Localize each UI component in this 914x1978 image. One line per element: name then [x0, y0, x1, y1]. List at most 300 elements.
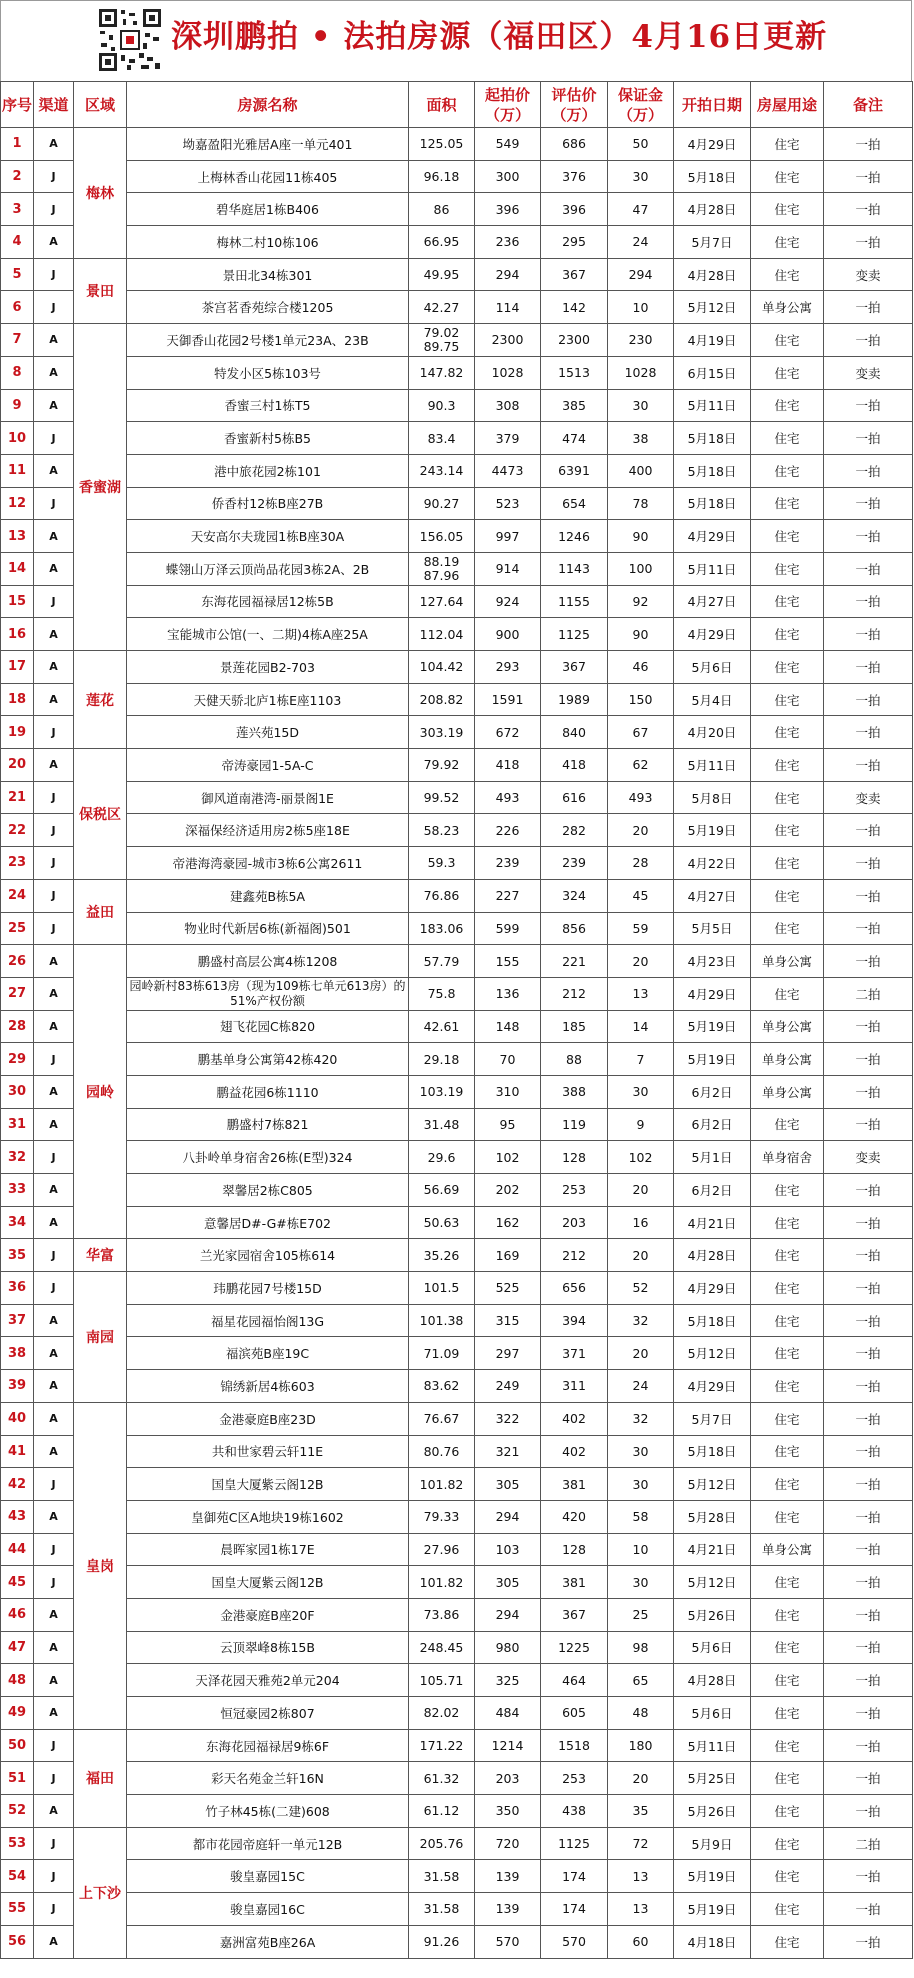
row-start-price: 396 [475, 193, 541, 226]
row-date: 4月29日 [674, 520, 751, 553]
table-row[interactable] [1, 945, 913, 978]
row-note: 二拍 [824, 977, 913, 1010]
row-name: 碧华庭居1栋B406 [127, 193, 409, 226]
row-deposit: 60 [608, 1925, 674, 1958]
row-deposit: 98 [608, 1631, 674, 1664]
row-start-price: 308 [475, 389, 541, 422]
row-usage: 住宅 [751, 716, 824, 749]
row-district: 南园 [74, 1272, 127, 1403]
row-seq: 30 [1, 1075, 34, 1108]
row-channel: J [34, 1860, 74, 1893]
table-row[interactable] [1, 814, 913, 847]
row-seq: 53 [1, 1827, 34, 1860]
row-deposit: 90 [608, 520, 674, 553]
row-seq: 45 [1, 1566, 34, 1599]
row-channel: A [34, 1631, 74, 1664]
row-channel: A [34, 1108, 74, 1141]
row-date: 5月19日 [674, 1893, 751, 1926]
row-channel: J [34, 781, 74, 814]
table-row[interactable] [1, 1108, 913, 1141]
row-seq: 46 [1, 1598, 34, 1631]
row-valuation: 1246 [541, 520, 608, 553]
row-start-price: 4473 [475, 454, 541, 487]
row-name: 上梅林香山花园11栋405 [127, 160, 409, 193]
row-note: 一拍 [824, 1043, 913, 1076]
row-date: 4月22日 [674, 847, 751, 880]
row-note: 一拍 [824, 128, 913, 161]
row-date: 5月19日 [674, 1010, 751, 1043]
table-row[interactable] [1, 324, 913, 357]
table-row[interactable] [1, 1239, 913, 1272]
row-district: 上下沙 [74, 1827, 127, 1958]
row-note: 一拍 [824, 1925, 913, 1958]
row-seq: 16 [1, 618, 34, 651]
row-channel: J [34, 160, 74, 193]
table-row[interactable] [1, 1468, 913, 1501]
row-seq: 28 [1, 1010, 34, 1043]
row-usage: 住宅 [751, 226, 824, 259]
row-start-price: 315 [475, 1304, 541, 1337]
row-valuation: 6391 [541, 454, 608, 487]
row-date: 5月11日 [674, 749, 751, 782]
table-row[interactable] [1, 1435, 913, 1468]
table-row[interactable] [1, 749, 913, 782]
row-name: 特发小区5栋103号 [127, 356, 409, 389]
row-name: 东海花园福禄居12栋5B [127, 585, 409, 618]
row-start-price: 525 [475, 1272, 541, 1305]
row-name: 国皇大厦紫云阁12B [127, 1566, 409, 1599]
row-note: 一拍 [824, 389, 913, 422]
table-row[interactable] [1, 552, 913, 585]
row-start-price: 914 [475, 552, 541, 585]
table-row[interactable] [1, 1043, 913, 1076]
row-start-price: 305 [475, 1468, 541, 1501]
row-date: 5月9日 [674, 1827, 751, 1860]
table-row[interactable] [1, 1500, 913, 1533]
row-note: 一拍 [824, 1370, 913, 1403]
row-date: 6月15日 [674, 356, 751, 389]
table-row[interactable] [1, 1141, 913, 1174]
row-valuation: 1513 [541, 356, 608, 389]
table-row[interactable] [1, 1010, 913, 1043]
row-deposit: 30 [608, 1468, 674, 1501]
row-channel: J [34, 422, 74, 455]
row-deposit: 52 [608, 1272, 674, 1305]
row-valuation: 212 [541, 1239, 608, 1272]
row-date: 5月18日 [674, 454, 751, 487]
row-note: 一拍 [824, 847, 913, 880]
row-deposit: 102 [608, 1141, 674, 1174]
row-valuation: 185 [541, 1010, 608, 1043]
row-seq: 8 [1, 356, 34, 389]
table-row[interactable] [1, 977, 913, 1010]
table-row[interactable] [1, 1402, 913, 1435]
row-start-price: 203 [475, 1762, 541, 1795]
row-usage: 住宅 [751, 651, 824, 684]
row-valuation: 840 [541, 716, 608, 749]
table-row[interactable] [1, 585, 913, 618]
row-valuation: 174 [541, 1893, 608, 1926]
row-note: 一拍 [824, 1304, 913, 1337]
table-row[interactable] [1, 1925, 913, 1958]
row-valuation: 464 [541, 1664, 608, 1697]
row-seq: 10 [1, 422, 34, 455]
row-seq: 41 [1, 1435, 34, 1468]
header-usage: 房屋用途 [751, 82, 824, 128]
row-channel: A [34, 454, 74, 487]
row-usage: 住宅 [751, 422, 824, 455]
table-row[interactable] [1, 716, 913, 749]
row-start-price: 236 [475, 226, 541, 259]
row-seq: 24 [1, 879, 34, 912]
row-name: 茶宫茗香苑综合楼1205 [127, 291, 409, 324]
row-deposit: 30 [608, 160, 674, 193]
row-name: 侨香村12栋B座27B [127, 487, 409, 520]
row-district: 皇岗 [74, 1402, 127, 1729]
table-row[interactable] [1, 1206, 913, 1239]
row-name: 福星花园福怡阁13G [127, 1304, 409, 1337]
row-seq: 48 [1, 1664, 34, 1697]
row-date: 5月6日 [674, 1697, 751, 1730]
table-row[interactable] [1, 1370, 913, 1403]
row-start-price: 379 [475, 422, 541, 455]
table-row[interactable] [1, 193, 913, 226]
row-name: 坳嘉盈阳光雅居A座一单元401 [127, 128, 409, 161]
header-district: 区域 [74, 82, 127, 128]
row-seq: 55 [1, 1893, 34, 1926]
row-note: 一拍 [824, 324, 913, 357]
row-name: 玮鹏花园7号楼15D [127, 1272, 409, 1305]
row-channel: A [34, 1075, 74, 1108]
row-note: 一拍 [824, 1402, 913, 1435]
table-row[interactable] [1, 1304, 913, 1337]
row-channel: J [34, 1533, 74, 1566]
row-channel: J [34, 716, 74, 749]
row-date: 6月2日 [674, 1075, 751, 1108]
row-area: 42.27 [409, 291, 475, 324]
row-note: 一拍 [824, 618, 913, 651]
row-start-price: 139 [475, 1893, 541, 1926]
row-deposit: 20 [608, 1174, 674, 1207]
row-note: 一拍 [824, 552, 913, 585]
row-area: 82.02 [409, 1697, 475, 1730]
row-name: 莲兴苑15D [127, 716, 409, 749]
row-seq: 18 [1, 683, 34, 716]
row-date: 5月11日 [674, 389, 751, 422]
row-date: 6月2日 [674, 1174, 751, 1207]
row-start-price: 523 [475, 487, 541, 520]
row-name: 园岭新村83栋613房（现为109栋七单元613房）的51%产权份额 [127, 977, 409, 1010]
table-row[interactable] [1, 1566, 913, 1599]
row-seq: 49 [1, 1697, 34, 1730]
row-note: 变卖 [824, 258, 913, 291]
row-area: 101.82 [409, 1468, 475, 1501]
row-seq: 7 [1, 324, 34, 357]
row-date: 5月28日 [674, 1500, 751, 1533]
row-note: 一拍 [824, 945, 913, 978]
row-deposit: 47 [608, 193, 674, 226]
row-area: 80.76 [409, 1435, 475, 1468]
row-channel: A [34, 1402, 74, 1435]
row-channel: J [34, 258, 74, 291]
row-seq: 20 [1, 749, 34, 782]
row-seq: 36 [1, 1272, 34, 1305]
row-seq: 43 [1, 1500, 34, 1533]
row-district: 莲花 [74, 651, 127, 749]
row-name: 锦绣新居4栋603 [127, 1370, 409, 1403]
row-start-price: 720 [475, 1827, 541, 1860]
row-seq: 15 [1, 585, 34, 618]
table-row[interactable] [1, 422, 913, 455]
row-deposit: 20 [608, 814, 674, 847]
row-deposit: 493 [608, 781, 674, 814]
table-row[interactable] [1, 683, 913, 716]
table-row[interactable] [1, 1664, 913, 1697]
row-start-price: 136 [475, 977, 541, 1010]
row-deposit: 50 [608, 128, 674, 161]
row-start-price: 305 [475, 1566, 541, 1599]
row-seq: 52 [1, 1795, 34, 1828]
row-channel: A [34, 1664, 74, 1697]
table-row[interactable] [1, 487, 913, 520]
row-note: 一拍 [824, 1239, 913, 1272]
table-row[interactable] [1, 258, 913, 291]
row-usage: 住宅 [751, 1174, 824, 1207]
row-start-price: 418 [475, 749, 541, 782]
row-start-price: 139 [475, 1860, 541, 1893]
row-note: 一拍 [824, 1664, 913, 1697]
row-valuation: 324 [541, 879, 608, 912]
table-row[interactable] [1, 651, 913, 684]
row-date: 4月18日 [674, 1925, 751, 1958]
row-usage: 住宅 [751, 683, 824, 716]
table-row[interactable] [1, 618, 913, 651]
row-valuation: 1518 [541, 1729, 608, 1762]
row-name: 金港豪庭B座23D [127, 1402, 409, 1435]
table-row[interactable] [1, 1337, 913, 1370]
row-note: 一拍 [824, 1500, 913, 1533]
row-note: 一拍 [824, 749, 913, 782]
row-deposit: 45 [608, 879, 674, 912]
row-usage: 住宅 [751, 552, 824, 585]
row-valuation: 381 [541, 1566, 608, 1599]
row-area: 243.14 [409, 454, 475, 487]
table-row[interactable] [1, 1860, 913, 1893]
row-note: 一拍 [824, 291, 913, 324]
row-usage: 住宅 [751, 749, 824, 782]
row-valuation: 367 [541, 258, 608, 291]
table-row[interactable] [1, 847, 913, 880]
row-usage: 住宅 [751, 1108, 824, 1141]
row-channel: A [34, 520, 74, 553]
row-seq: 22 [1, 814, 34, 847]
table-row[interactable] [1, 1272, 913, 1305]
row-note: 一拍 [824, 651, 913, 684]
table-row[interactable] [1, 1729, 913, 1762]
row-start-price: 1214 [475, 1729, 541, 1762]
row-date: 4月28日 [674, 193, 751, 226]
row-usage: 住宅 [751, 128, 824, 161]
row-note: 一拍 [824, 1762, 913, 1795]
row-channel: A [34, 324, 74, 357]
row-usage: 单身公寓 [751, 945, 824, 978]
row-name: 宝能城市公馆(一、二期)4栋A座25A [127, 618, 409, 651]
table-row[interactable] [1, 128, 913, 161]
table-row[interactable] [1, 1762, 913, 1795]
table-row[interactable] [1, 1893, 913, 1926]
row-deposit: 230 [608, 324, 674, 357]
row-channel: J [34, 1239, 74, 1272]
table-row[interactable] [1, 1075, 913, 1108]
row-usage: 单身公寓 [751, 1533, 824, 1566]
table-row[interactable] [1, 912, 913, 945]
table-row[interactable] [1, 226, 913, 259]
table-row[interactable] [1, 1795, 913, 1828]
header-note: 备注 [824, 82, 913, 128]
row-date: 5月8日 [674, 781, 751, 814]
table-row[interactable] [1, 454, 913, 487]
row-channel: A [34, 749, 74, 782]
table-row[interactable] [1, 356, 913, 389]
row-channel: A [34, 1337, 74, 1370]
table-row[interactable] [1, 1631, 913, 1664]
row-district: 福田 [74, 1729, 127, 1827]
row-area: 71.09 [409, 1337, 475, 1370]
row-deposit: 25 [608, 1598, 674, 1631]
row-note: 一拍 [824, 1697, 913, 1730]
row-date: 5月11日 [674, 1729, 751, 1762]
row-note: 一拍 [824, 193, 913, 226]
row-date: 5月7日 [674, 226, 751, 259]
row-note: 一拍 [824, 226, 913, 259]
row-valuation: 570 [541, 1925, 608, 1958]
row-area: 61.12 [409, 1795, 475, 1828]
row-start-price: 293 [475, 651, 541, 684]
row-district: 香蜜湖 [74, 324, 127, 651]
row-area: 56.69 [409, 1174, 475, 1207]
table-row[interactable] [1, 1827, 913, 1860]
row-area: 90.3 [409, 389, 475, 422]
row-usage: 住宅 [751, 356, 824, 389]
table-row[interactable] [1, 1174, 913, 1207]
table-row[interactable] [1, 879, 913, 912]
row-seq: 2 [1, 160, 34, 193]
row-deposit: 48 [608, 1697, 674, 1730]
row-date: 4月29日 [674, 1272, 751, 1305]
row-deposit: 400 [608, 454, 674, 487]
row-note: 一拍 [824, 1468, 913, 1501]
row-seq: 9 [1, 389, 34, 422]
row-start-price: 162 [475, 1206, 541, 1239]
row-note: 一拍 [824, 585, 913, 618]
row-usage: 住宅 [751, 160, 824, 193]
row-area: 49.95 [409, 258, 475, 291]
table-row[interactable] [1, 781, 913, 814]
row-usage: 住宅 [751, 1500, 824, 1533]
row-date: 4月28日 [674, 258, 751, 291]
row-date: 5月26日 [674, 1795, 751, 1828]
row-usage: 住宅 [751, 1893, 824, 1926]
row-seq: 54 [1, 1860, 34, 1893]
row-date: 5月6日 [674, 1631, 751, 1664]
row-channel: J [34, 193, 74, 226]
row-start-price: 322 [475, 1402, 541, 1435]
table-row[interactable] [1, 520, 913, 553]
row-seq: 12 [1, 487, 34, 520]
row-seq: 38 [1, 1337, 34, 1370]
row-seq: 40 [1, 1402, 34, 1435]
row-start-price: 227 [475, 879, 541, 912]
row-seq: 50 [1, 1729, 34, 1762]
row-name: 景莲花园B2-703 [127, 651, 409, 684]
row-name: 香蜜新村5栋B5 [127, 422, 409, 455]
row-seq: 25 [1, 912, 34, 945]
row-area: 205.76 [409, 1827, 475, 1860]
row-channel: J [34, 1566, 74, 1599]
row-channel: A [34, 945, 74, 978]
row-valuation: 1225 [541, 1631, 608, 1664]
row-note: 二拍 [824, 1827, 913, 1860]
row-valuation: 1155 [541, 585, 608, 618]
row-date: 4月29日 [674, 618, 751, 651]
row-date: 5月18日 [674, 487, 751, 520]
row-usage: 住宅 [751, 1860, 824, 1893]
row-channel: A [34, 1370, 74, 1403]
row-channel: A [34, 1500, 74, 1533]
row-area: 29.6 [409, 1141, 475, 1174]
row-channel: A [34, 356, 74, 389]
row-area: 104.42 [409, 651, 475, 684]
row-area: 31.58 [409, 1893, 475, 1926]
row-usage: 住宅 [751, 1795, 824, 1828]
row-channel: A [34, 651, 74, 684]
row-valuation: 376 [541, 160, 608, 193]
row-deposit: 100 [608, 552, 674, 585]
row-channel: A [34, 1697, 74, 1730]
table-row[interactable] [1, 291, 913, 324]
row-start-price: 294 [475, 1598, 541, 1631]
table-row[interactable] [1, 1697, 913, 1730]
row-valuation: 1989 [541, 683, 608, 716]
row-start-price: 321 [475, 1435, 541, 1468]
row-area: 79.02 89.75 [409, 324, 475, 357]
row-usage: 住宅 [751, 814, 824, 847]
row-usage: 住宅 [751, 1566, 824, 1599]
table-row[interactable] [1, 160, 913, 193]
row-valuation: 239 [541, 847, 608, 880]
row-name: 天健天骄北庐1栋E座1103 [127, 683, 409, 716]
table-row[interactable] [1, 389, 913, 422]
row-usage: 住宅 [751, 1598, 824, 1631]
row-area: 58.23 [409, 814, 475, 847]
row-usage: 住宅 [751, 324, 824, 357]
row-usage: 住宅 [751, 977, 824, 1010]
row-usage: 单身公寓 [751, 1010, 824, 1043]
row-usage: 住宅 [751, 1925, 824, 1958]
table-row[interactable] [1, 1533, 913, 1566]
row-note: 一拍 [824, 1729, 913, 1762]
qr-code-icon[interactable] [97, 7, 163, 73]
row-area: 125.05 [409, 128, 475, 161]
row-deposit: 10 [608, 1533, 674, 1566]
header-date: 开拍日期 [674, 82, 751, 128]
row-note: 一拍 [824, 1533, 913, 1566]
row-seq: 13 [1, 520, 34, 553]
row-deposit: 20 [608, 1337, 674, 1370]
row-seq: 26 [1, 945, 34, 978]
row-name: 帝涛豪园1-5A-C [127, 749, 409, 782]
table-row[interactable] [1, 1598, 913, 1631]
